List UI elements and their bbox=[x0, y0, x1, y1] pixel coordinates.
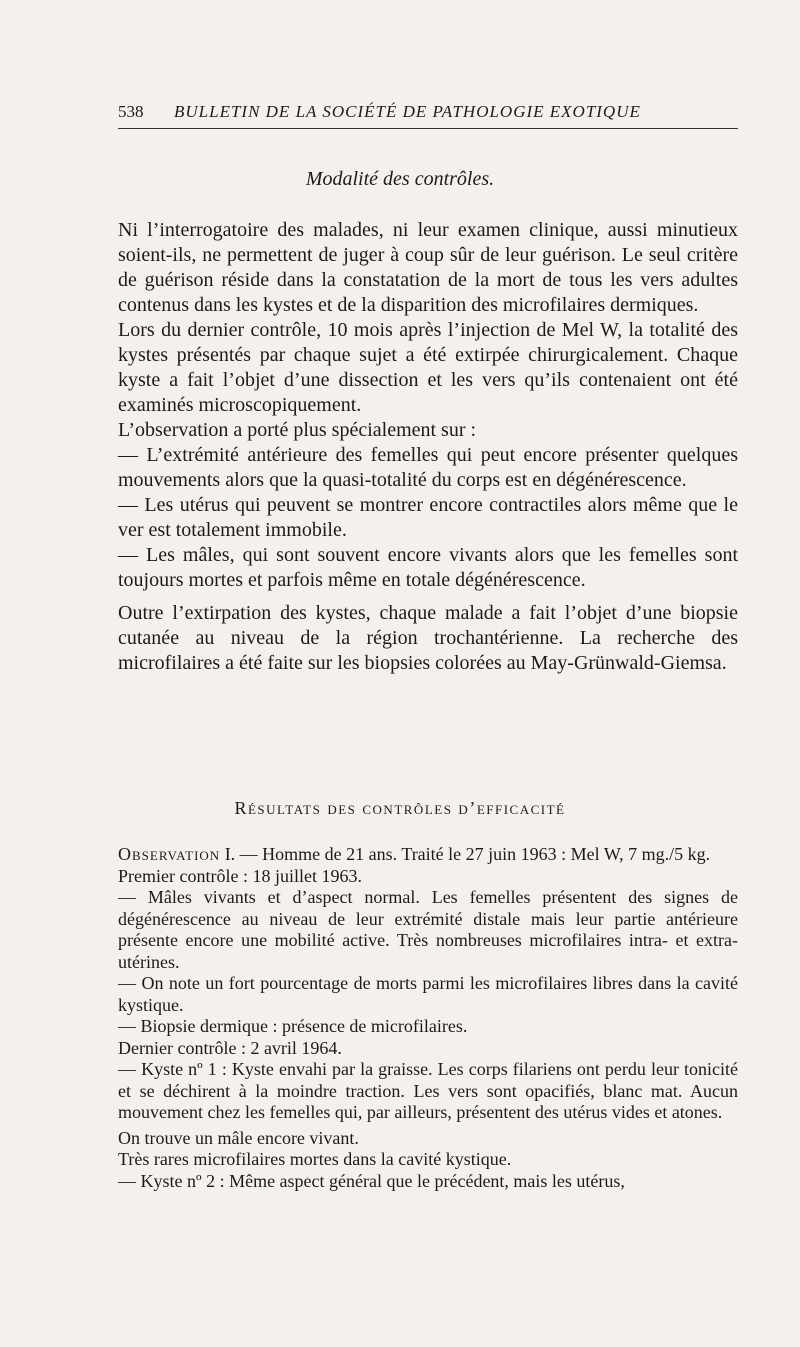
results-heading: Résultats des contrôles d’efficacité bbox=[234, 798, 566, 818]
running-header bbox=[118, 100, 738, 129]
observation-heading bbox=[118, 844, 738, 866]
observation-line: Dernier contrôle : 2 avril 1964. bbox=[118, 1037, 342, 1058]
observation-line: — Kyste nº 1 : Kyste envahi par la graisse. Les corps filariens ont perdu leur tonicité et se déchirent à la moindre traction. Les vers sont opacifiés, blanc mat. Aucun mouvement chez les femelles qui, par ailleurs, présentent des utérus vides et atones. bbox=[118, 1059, 738, 1122]
section-title: Modalité des contrôles. bbox=[305, 168, 495, 190]
observation-label: Observation bbox=[118, 844, 221, 864]
paragraph: — Les mâles, qui sont souvent encore vivants alors que les femelles sont toujours mortes et parfois même en totale dégénérescence. bbox=[118, 544, 738, 591]
paragraph: L’observation a porté plus spécialement sur : bbox=[118, 419, 477, 441]
paragraph: Lors du dernier contrôle, 10 mois après l’injection de Mel W, la totalité des kystes présentés par chaque sujet a été extirpée chirurgicalement. Chaque kyste a fait l’objet d’une dissection et les vers qu’ils contenaient ont été examinés microscopiquement. bbox=[118, 319, 738, 416]
paragraph: — Les utérus qui peuvent se montrer encore contractiles alors même que le ver est totalement immobile. bbox=[118, 494, 738, 541]
paragraph: — L’extrémité antérieure des femelles qui peut encore présenter quelques mouvements alors que la quasi-totalité du corps est en dégénérescence. bbox=[118, 444, 738, 491]
page-number: 538 bbox=[118, 102, 144, 121]
observation-line: On trouve un mâle encore vivant. bbox=[118, 1127, 359, 1148]
observation-line: Premier contrôle : 18 juillet 1963. bbox=[118, 865, 362, 886]
paragraph: Ni l’interrogatoire des malades, ni leur examen clinique, aussi minutieux soient-ils, ne permettent de juger à coup sûr de leur guérison. Le seul critère de guérison réside dans la constatation de la mort de tous les vers adultes contenus dans les kystes et de la disparition des microfilaires dermiques. bbox=[118, 219, 738, 316]
observation-line: Très rares microfilaires mortes dans la cavité kystique. bbox=[118, 1149, 512, 1169]
main-body bbox=[118, 218, 738, 676]
observation-intro: I. — Homme de 21 ans. Traité le 27 juin 1963 : Mel W, 7 mg./5 kg. bbox=[220, 844, 711, 864]
observation-line: — On note un fort pourcentage de morts parmi les microfilaires libres dans la cavité kystique. bbox=[118, 973, 738, 1015]
observation-line: — Biopsie dermique : présence de microfilaires. bbox=[118, 1016, 468, 1036]
journal-title: BULLETIN DE LA SOCIÉTÉ DE PATHOLOGIE EXOTIQUE bbox=[174, 102, 641, 121]
observation-line: — Kyste nº 2 : Même aspect général que le précédent, mais les utérus, bbox=[118, 1170, 625, 1191]
observation-block bbox=[118, 844, 738, 1192]
paragraph: Outre l’extirpation des kystes, chaque malade a fait l’objet d’une biopsie cutanée au niveau de la région trochantérienne. La recherche des microfilaires a été faite sur les biopsies colorées au May-Grünwald-Giemsa. bbox=[118, 602, 738, 674]
observation-line: — Mâles vivants et d’aspect normal. Les femelles présentent des signes de dégénérescence au niveau de leur extrémité distale mais leur partie antérieure présente encore une mobilité active. Très nombreuses microfilaires intra- et extra-utérines. bbox=[118, 887, 738, 972]
